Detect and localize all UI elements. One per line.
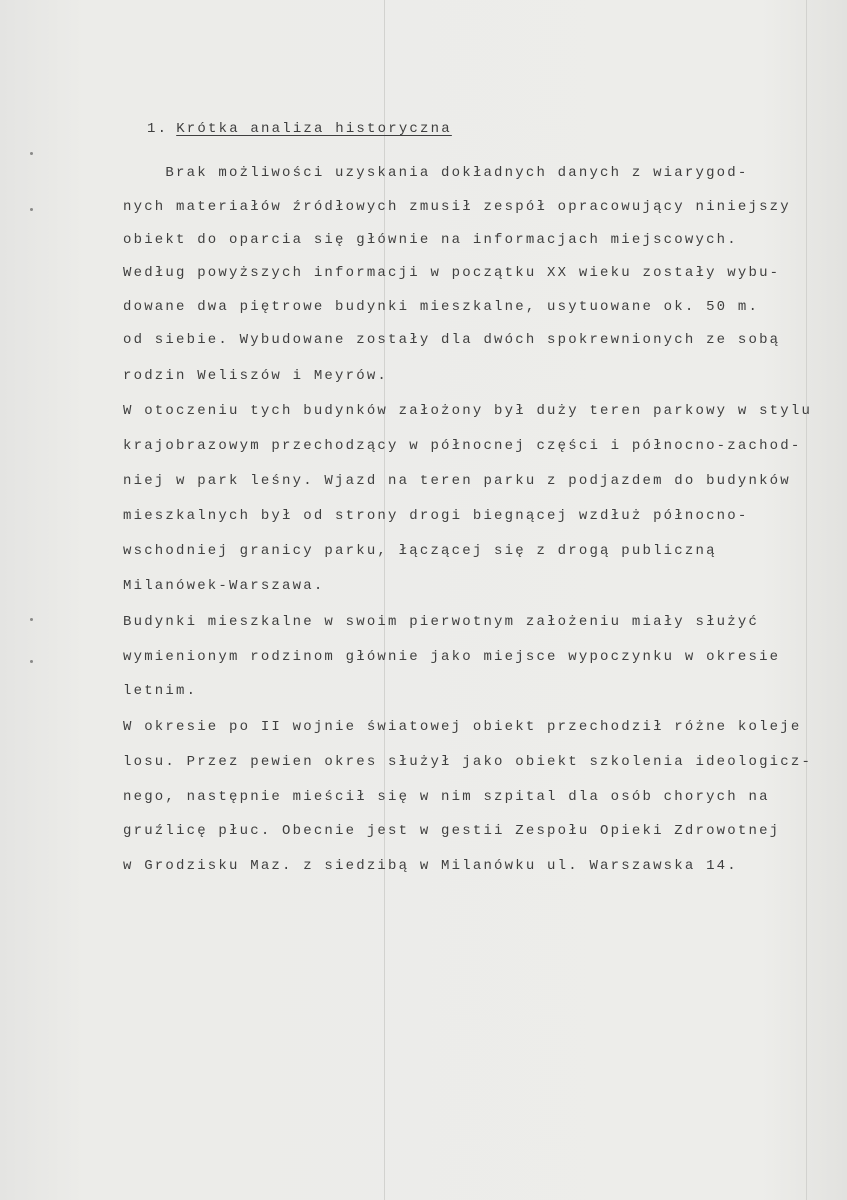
- text-line: W otoczeniu tych budynków założony był duży teren parkowy w stylu: [123, 403, 813, 419]
- text-line: losu. Przez pewien okres służył jako obiekt szkolenia ideologicz-: [123, 754, 813, 770]
- text-line: wschodniej granicy parku, łączącej się z drogą publiczną: [123, 543, 717, 559]
- text-line: gruźlicę płuc. Obecnie jest w gestii Zespołu Opieki Zdrowotnej: [123, 823, 781, 839]
- margin-mark: [30, 152, 33, 155]
- text-line: mieszkalnych był od strony drogi biegnącej wzdłuż północno-: [123, 508, 749, 524]
- text-line: Budynki mieszkalne w swoim pierwotnym założeniu miały służyć: [123, 614, 760, 630]
- text-line: Brak możliwości uzyskania dokładnych danych z wiarygod-: [123, 165, 749, 181]
- text-line: krajobrazowym przechodzący w północnej części i północno-zachod-: [123, 438, 802, 454]
- text-line: Milanówek-Warszawa.: [123, 578, 325, 594]
- text-line: od siebie. Wybudowane zostały dla dwóch spokrewnionych ze sobą: [123, 332, 781, 348]
- text-line: W okresie po II wojnie światowej obiekt przechodził różne koleje: [123, 719, 802, 735]
- section-number: 1.: [147, 121, 169, 137]
- section-title: Krótka analiza historyczna: [176, 121, 452, 137]
- text-line: obiekt do oparcia się głównie na informacjach miejscowych.: [123, 232, 738, 248]
- text-line: nych materiałów źródłowych zmusił zespół opracowujący niniejszy: [123, 199, 791, 215]
- text-line: nego, następnie mieścił się w nim szpital dla osób chorych na: [123, 789, 770, 805]
- margin-mark: [30, 660, 33, 663]
- text-line: niej w park leśny. Wjazd na teren parku z podjazdem do budynków: [123, 473, 791, 489]
- text-line: wymienionym rodzinom głównie jako miejsce wypoczynku w okresie: [123, 649, 781, 665]
- text-line: w Grodzisku Maz. z siedzibą w Milanówku ul. Warszawska 14.: [123, 858, 738, 874]
- text-line: letnim.: [123, 683, 198, 699]
- margin-mark: [30, 618, 33, 621]
- margin-mark: [30, 208, 33, 211]
- fold-line: [806, 0, 807, 1200]
- section-heading: [147, 120, 452, 138]
- text-line: rodzin Weliszów i Meyrów.: [123, 368, 389, 384]
- text-line: dowane dwa piętrowe budynki mieszkalne, usytuowane ok. 50 m.: [123, 299, 760, 315]
- text-line: Według powyższych informacji w początku XX wieku zostały wybu-: [123, 265, 781, 281]
